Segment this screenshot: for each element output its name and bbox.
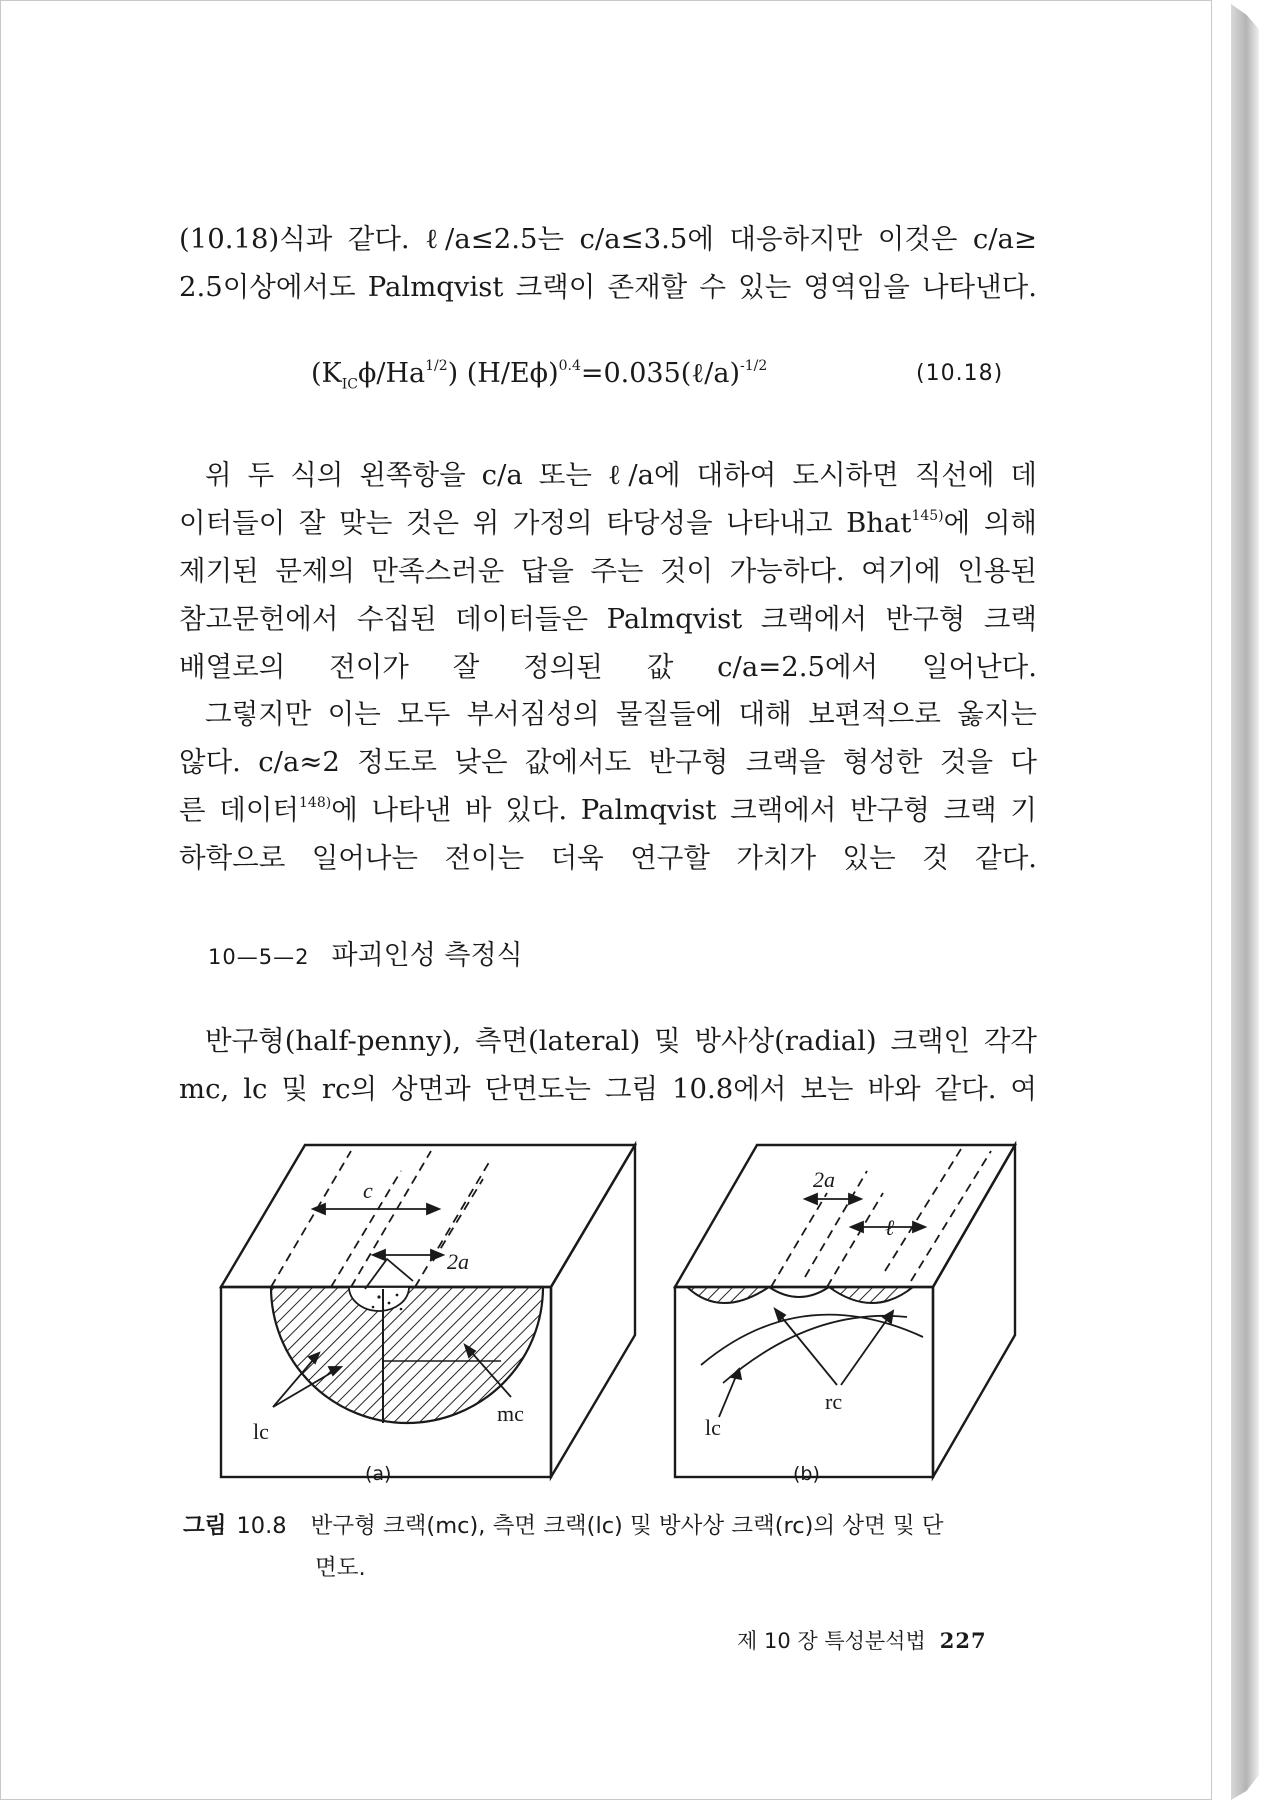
label-2a: 2a (447, 1249, 469, 1274)
section-heading (208, 933, 523, 972)
equation-number: (10.18) (916, 361, 1004, 386)
eq-part: ) (H/Eϕ) (447, 358, 559, 389)
label-c: c (363, 1178, 373, 1203)
caption-label: 그림 (183, 1513, 227, 1539)
text-line: 반구형(half-penny), 측면(lateral) 및 방사상(radial) 크랙인 각각 (205, 1025, 1037, 1057)
paragraph-crack-types (179, 1017, 1037, 1113)
label-rc: rc (825, 1389, 843, 1414)
text-run: 이터들이 잘 맞는 것은 위 가정의 타당성을 나타내고 Bhat (179, 507, 912, 539)
eq-exponent: 1/2 (425, 358, 448, 374)
text-line: mc, lc 및 rc의 상면과 단면도는 그림 10.8에서 보는 바와 같다. 여 (179, 1073, 1037, 1105)
subfigure-caption-a: (a) (365, 1463, 392, 1485)
caption-number: 10.8 (236, 1513, 287, 1539)
text-line: 배열로의 전이가 잘 정의된 값 c/a=2.5에서 일어난다. (179, 651, 1037, 683)
reference-superscript: 145) (911, 508, 944, 524)
label-l: ℓ (885, 1215, 895, 1240)
eq-exponent: 0.4 (558, 358, 581, 374)
equation-10-18 (311, 358, 768, 393)
block-b-side-face (933, 1145, 1015, 1477)
text-line (179, 786, 1037, 834)
block-a-top-face (221, 1145, 635, 1287)
book-page-edge (1231, 4, 1259, 1800)
text-line: 제기된 문제의 만족스러운 답을 주는 것이 가능하다. 여기에 인용된 (179, 555, 1037, 587)
paragraph-bhat (179, 451, 1037, 691)
figure-10-8 (201, 1131, 1041, 1491)
page-footer (737, 1625, 987, 1655)
section-number: 10—5—2 (208, 945, 310, 969)
reference-superscript: 148) (299, 795, 332, 811)
paragraph-transition (179, 690, 1037, 882)
text-line: 그렇지만 이는 모두 부서짐성의 물질들에 대해 보편적으로 옳지는 (205, 698, 1037, 730)
eq-part: (K (311, 358, 342, 389)
text-run: 른 데이터 (179, 794, 299, 826)
eq-part: ϕ/Ha (357, 358, 426, 389)
block-a-side-face (551, 1145, 635, 1477)
subfigure-caption-b: (b) (793, 1463, 820, 1485)
text-line: (10.18)식과 같다. ℓ/a≤2.5는 c/a≤3.5에 대응하지만 이것은 c/a≥ (179, 223, 1037, 255)
paragraph-continuation (179, 215, 1037, 311)
text-run: 에 의해 (943, 507, 1037, 539)
block-b (675, 1145, 1015, 1477)
radial-lateral-cracks (687, 1287, 923, 1383)
text-run: 에 나타낸 바 있다. Palmqvist 크랙에서 반구형 크랙 기 (331, 794, 1037, 826)
text-line: 참고문헌에서 수집된 데이터들은 Palmqvist 크랙에서 반구형 크랙 (179, 603, 1037, 635)
caption-continuation: 면도. (315, 1555, 366, 1581)
text-line (179, 499, 1037, 547)
eq-part: =0.035(ℓ/a) (580, 358, 740, 389)
text-line: 2.5이상에서도 Palmqvist 크랙이 존재할 수 있는 영역임을 나타낸다. (179, 271, 1037, 303)
section-title: 파괴인성 측정식 (331, 940, 523, 971)
label-2a: 2a (813, 1167, 835, 1192)
label-mc: mc (497, 1401, 524, 1426)
label-lc: lc (705, 1415, 721, 1440)
block-b-dashes (771, 1149, 991, 1287)
page-number: 227 (939, 1628, 987, 1653)
caption-text: 반구형 크랙(mc), 측면 크랙(lc) 및 방사상 크랙(rc)의 상면 및 단 (310, 1513, 944, 1539)
text-line: 하학으로 일어나는 전이는 더욱 연구할 가치가 있는 것 같다. (179, 842, 1037, 874)
chapter-title: 제 10 장 특성분석법 (737, 1629, 926, 1653)
crack-diagram (201, 1131, 1041, 1491)
block-b-top-face (675, 1145, 1015, 1287)
label-lc: lc (253, 1419, 269, 1444)
eq-exponent: -1/2 (740, 358, 768, 374)
text-line: 않다. c/a≈2 정도로 낮은 값에서도 반구형 크랙을 형성한 것을 다 (179, 746, 1037, 778)
figure-caption (183, 1505, 1043, 1589)
text-line: 위 두 식의 왼쪽항을 c/a 또는 ℓ/a에 대하여 도시하면 직선에 데 (205, 459, 1037, 491)
eq-subscript: IC (341, 376, 358, 393)
